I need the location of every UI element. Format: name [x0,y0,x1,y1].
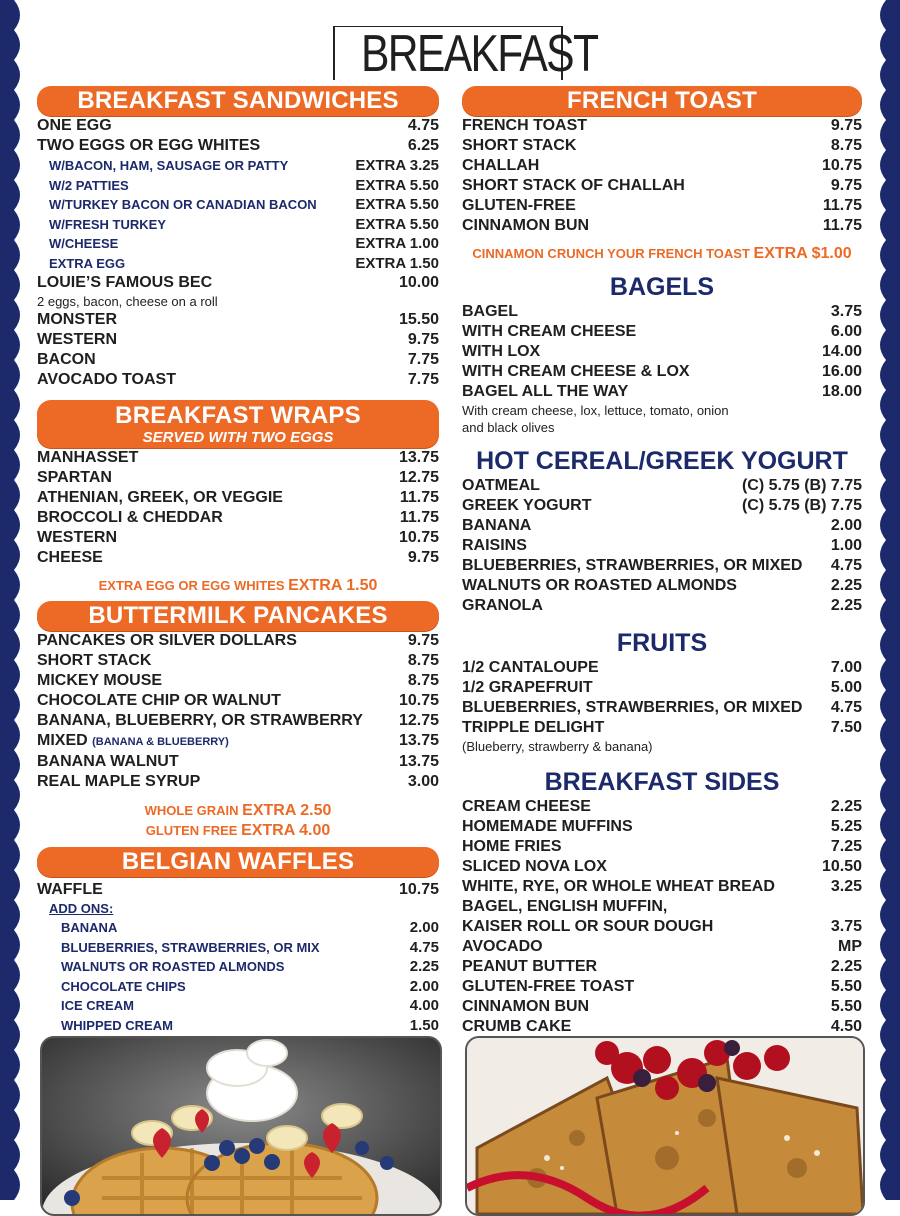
item-name: BAGEL [462,303,518,320]
item-name: AVOCADO TOAST [37,371,176,388]
item-name: PEANUT BUTTER [462,958,598,975]
menu-item [37,752,439,772]
menu-item [462,957,862,977]
section-title: BREAKFAST SANDWICHES [77,87,399,114]
extra-name: W/BACON, HAM, SAUSAGE OR PATTY [49,158,289,173]
note-price: EXTRA 2.50 [242,802,332,819]
item-price: 9.75 [407,632,439,649]
addons-label: ADD ONS: [49,901,114,916]
right-scalloped-border [874,0,900,1200]
french-toast-extra-note [462,244,862,264]
item-name: WESTERN [37,529,117,546]
menu-item [462,196,862,216]
item-price: 7.50 [830,719,862,736]
item-price: 13.75 [398,753,439,770]
item-name: BANANA [462,517,532,534]
right-column [462,86,862,1037]
item-name: CRUMB CAKE [462,1018,572,1035]
menu-item [37,370,439,390]
menu-item [462,817,862,837]
menu-item [37,671,439,691]
item-price: 6.00 [830,323,862,340]
item-price: 7.25 [830,838,862,855]
menu-item [37,350,439,370]
item-price: 4.75 [830,557,862,574]
item-price: 3.25 [830,878,862,895]
extra-price: EXTRA 5.50 [355,196,439,213]
item-name: CHALLAH [462,157,540,174]
menu-item [462,997,862,1017]
item-price: 10.75 [398,529,439,546]
item-name: BACON [37,351,96,368]
menu-item [462,176,862,196]
addon-name: BLUEBERRIES, STRAWBERRIES, OR MIX [61,939,320,955]
section-title: BREAKFAST WRAPS [115,402,361,429]
item-name: OATMEAL [462,477,540,494]
menu-item [462,837,862,857]
pancakes-extra-note-1 [37,801,439,821]
item-name: WAFFLE [37,881,103,898]
item-name: TWO EGGS OR EGG WHITES [37,137,261,154]
addon-name: WHIPPED CREAM [61,1017,173,1033]
item-price: 10.75 [398,692,439,709]
item-price: 2.25 [830,958,862,975]
menu-item [37,772,439,792]
item-name: GRANOLA [462,597,543,614]
item-name: CINNAMON BUN [462,998,590,1015]
menu-item [37,448,439,468]
menu-item [462,216,862,236]
item-name: BAGEL, ENGLISH MUFFIN, [462,898,668,915]
waffle-illustration [42,1038,440,1214]
item-price: 11.75 [399,489,439,506]
menu-item [37,631,439,651]
note-text: EXTRA EGG OR EGG WHITES [98,578,285,593]
item-name: CREAM CHEESE [462,798,591,815]
item-name: BLUEBERRIES, STRAWBERRIES, OR MIXED [462,699,803,716]
item-description: With cream cheese, lox, lettuce, tomato, onion [462,403,729,418]
item-price: MP [838,938,862,955]
extra-price: EXTRA 5.50 [355,176,439,194]
menu-item [462,917,862,937]
menu-item [37,310,439,330]
item-name: HOMEMADE MUFFINS [462,818,633,835]
section-banner-breakfast-wraps [37,400,439,448]
item-price: 5.00 [830,679,862,696]
addon-item [37,977,439,997]
item-price: 2.25 [830,577,862,594]
addon-price: 4.75 [409,938,439,956]
waffle-photo [40,1036,442,1216]
menu-item [462,977,862,997]
item-name: ATHENIAN, GREEK, OR VEGGIE [37,489,283,506]
item-price: 2.25 [830,597,862,614]
item-price: 2.25 [830,798,862,815]
menu-item [462,362,862,382]
menu-item [462,342,862,362]
item-price: 4.75 [407,117,439,134]
item-price: 5.50 [830,978,862,995]
extra-name: W/TURKEY BACON OR CANADIAN BACON [49,197,317,212]
item-price: 9.75 [407,331,439,348]
item-name: SHORT STACK [462,137,577,154]
menu-item [37,731,439,752]
item-name: REAL MAPLE SYRUP [37,773,201,790]
addon-item [37,957,439,977]
item-name: 1/2 CANTALOUPE [462,659,599,676]
section-subtitle: SERVED WITH TWO EGGS [142,429,334,446]
item-description: (Blueberry, strawberry & banana) [462,739,653,754]
item-detail: (BANANA & BLUEBERRY) [92,736,229,748]
item-name: BANANA WALNUT [37,753,179,770]
item-price: 3.75 [830,303,862,320]
menu-extra [37,176,439,196]
extra-price: EXTRA 1.00 [355,235,439,252]
section-title-bagels: BAGELS [609,273,715,301]
breakfast-wraps-list [37,448,439,568]
item-name: MONSTER [37,311,117,328]
item-name: SLICED NOVA LOX [462,858,607,875]
section-title: BUTTERMILK PANCAKES [88,602,388,629]
item-name: PANCAKES OR SILVER DOLLARS [37,632,297,649]
menu-item [37,468,439,488]
pancakes-list [37,631,439,792]
item-price: 9.75 [830,177,862,194]
menu-item [462,116,862,136]
extra-name: EXTRA EGG [49,255,126,271]
french-toast-photo [465,1036,865,1216]
page-title: BREAKFAST [360,25,598,83]
note-price: EXTRA 4.00 [241,822,331,839]
menu-header [0,20,900,84]
item-name: WESTERN [37,331,117,348]
item-description: and black olives [462,420,555,435]
item-price: 16.00 [821,363,862,380]
item-name: GLUTEN-FREE TOAST [462,978,635,995]
item-name: WHITE, RYE, OR WHOLE WHEAT BREAD [462,878,775,895]
addon-name: CHOCOLATE CHIPS [61,978,186,994]
menu-item [37,508,439,528]
pancakes-extra-note-2 [37,821,439,841]
menu-item [462,698,862,718]
item-price: 2.00 [830,517,862,534]
menu-item [462,496,862,516]
menu-item [462,322,862,342]
addon-item [37,996,439,1016]
menu-item [462,136,862,156]
menu-item [37,651,439,671]
extra-name: W/2 PATTIES [49,177,129,193]
item-name: BAGEL ALL THE WAY [462,383,629,400]
item-name: LOUIE’S FAMOUS BEC [37,274,213,291]
item-name: MANHASSET [37,449,139,466]
menu-extra [37,254,439,274]
left-column [37,86,439,1035]
item-price: 9.75 [407,549,439,566]
note-text: CINNAMON CRUNCH YOUR FRENCH TOAST [472,246,750,261]
addon-price: 2.25 [409,958,439,975]
menu-item [462,556,862,576]
french-toast-list [462,116,862,236]
addon-item [37,918,439,938]
menu-item [462,797,862,817]
item-name: GREEK YOGURT [462,497,592,514]
note-text: GLUTEN FREE [145,823,238,838]
item-price: 11.75 [822,217,862,234]
item-name: CHEESE [37,549,103,566]
item-price: 5.50 [830,998,862,1015]
item-price: 10.50 [821,858,862,875]
item-price: 10.75 [821,157,862,174]
item-price: 8.75 [407,672,439,689]
cereal-list [462,476,862,616]
item-price: 11.75 [822,197,862,214]
menu-item [37,116,439,136]
menu-item [462,877,862,897]
menu-extra [37,195,439,215]
menu-item [37,273,439,293]
menu-item [37,548,439,568]
waffles-list [37,880,439,1035]
item-price: 8.75 [407,652,439,669]
item-price: 8.75 [830,137,862,154]
item-price: 1.00 [830,537,862,554]
addon-name: WALNUTS OR ROASTED ALMONDS [61,959,285,974]
addon-item [37,938,439,958]
item-price: 13.75 [398,732,439,749]
item-name: BANANA, BLUEBERRY, OR STRAWBERRY [37,712,363,729]
menu-extra [37,215,439,235]
section-title-hot-cereal: HOT CEREAL/GREEK YOGURT [476,447,848,475]
bagels-list [462,302,862,436]
item-price: (C) 5.75 (B) 7.75 [741,477,862,494]
item-name: WITH CREAM CHEESE [462,323,637,340]
section-title: BELGIAN WAFFLES [121,848,355,875]
menu-item [462,937,862,957]
french-toast-illustration [467,1038,863,1214]
note-price: EXTRA $1.00 [753,245,852,262]
item-price: 4.50 [830,1018,862,1035]
menu-item [462,596,862,616]
menu-item [37,880,439,900]
addon-price: 2.00 [409,919,439,936]
extra-price: EXTRA 1.50 [355,254,439,272]
item-name: MIXED [37,732,88,749]
wraps-extra-note [37,576,439,596]
left-scalloped-border [0,0,26,1200]
item-price: 12.75 [398,712,439,729]
title-box [333,25,598,83]
menu-item [462,1017,862,1037]
item-price: 3.75 [830,918,862,935]
menu-item [462,658,862,678]
addon-name: ICE CREAM [61,998,134,1013]
item-price: 7.75 [407,351,439,368]
item-name: BLUEBERRIES, STRAWBERRIES, OR MIXED [462,557,803,574]
item-price: 14.00 [821,343,862,360]
item-name: 1/2 GRAPEFRUIT [462,679,593,696]
fruits-list [462,658,862,755]
section-banner-buttermilk-pancakes [37,601,439,631]
item-price: 12.75 [398,469,439,486]
menu-item [37,488,439,508]
menu-item [462,576,862,596]
item-price: 7.00 [830,659,862,676]
item-name: CHOCOLATE CHIP OR WALNUT [37,692,281,709]
item-name: RAISINS [462,537,527,554]
item-name: GLUTEN-FREE [462,197,576,214]
menu-item [462,476,862,496]
menu-extra [37,156,439,176]
item-name: WALNUTS OR ROASTED ALMONDS [462,577,737,594]
addon-price: 1.50 [409,1016,439,1034]
menu-item [462,302,862,322]
item-name: KAISER ROLL OR SOUR DOUGH [462,918,714,935]
menu-item [37,136,439,156]
section-title-breakfast-sides: BREAKFAST SIDES [544,768,780,796]
item-name: AVOCADO [462,938,543,955]
addon-name: BANANA [61,920,118,935]
item-price: 3.00 [407,773,439,790]
menu-item [37,330,439,350]
menu-item [462,536,862,556]
extra-price: EXTRA 3.25 [355,157,439,174]
note-price: EXTRA 1.50 [288,577,378,594]
item-name: HOME FRIES [462,838,562,855]
item-price: (C) 5.75 (B) 7.75 [741,497,862,514]
menu-extra [37,234,439,254]
section-banner-belgian-waffles [37,847,439,877]
section-title: FRENCH TOAST [567,87,757,114]
extra-price: EXTRA 5.50 [355,215,439,233]
item-name: ONE EGG [37,117,112,134]
item-price: 7.75 [407,371,439,388]
menu-item [37,711,439,731]
menu-item [37,691,439,711]
addon-item [37,1016,439,1036]
item-price: 18.00 [821,383,862,400]
section-title-fruits: FRUITS [616,629,708,657]
item-price: 10.75 [398,881,439,898]
extra-name: W/FRESH TURKEY [49,216,166,232]
menu-item [462,857,862,877]
item-name: WITH LOX [462,343,541,360]
menu-item [462,718,862,738]
item-price: 10.00 [398,274,439,291]
menu-item [462,516,862,536]
menu-item [462,156,862,176]
addon-price: 2.00 [409,977,439,995]
item-name: SHORT STACK [37,652,152,669]
note-text: WHOLE GRAIN [144,803,239,818]
item-price: 11.75 [399,509,439,526]
item-name: FRENCH TOAST [462,117,588,134]
item-price: 6.25 [407,137,439,154]
addon-price: 4.00 [409,997,439,1014]
menu-item [462,382,862,402]
item-price: 13.75 [398,449,439,466]
item-price: 5.25 [830,818,862,835]
item-price: 4.75 [830,699,862,716]
section-banner-breakfast-sandwiches [37,86,439,116]
sides-list [462,797,862,1037]
section-banner-french-toast [462,86,862,116]
item-description: 2 eggs, bacon, cheese on a roll [37,294,218,309]
item-name: SPARTAN [37,469,112,486]
breakfast-sandwiches-list [37,116,439,390]
item-name: WITH CREAM CHEESE & LOX [462,363,690,380]
menu-item [462,678,862,698]
item-price: 15.50 [398,311,439,328]
item-name: BROCCOLI & CHEDDAR [37,509,223,526]
menu-item-line [462,897,862,917]
item-name: MICKEY MOUSE [37,672,163,689]
extra-name: W/CHEESE [49,236,119,251]
item-name: SHORT STACK OF CHALLAH [462,177,685,194]
menu-item [37,528,439,548]
item-name: TRIPPLE DELIGHT [462,719,605,736]
item-price: 9.75 [830,117,862,134]
item-name: CINNAMON BUN [462,217,590,234]
